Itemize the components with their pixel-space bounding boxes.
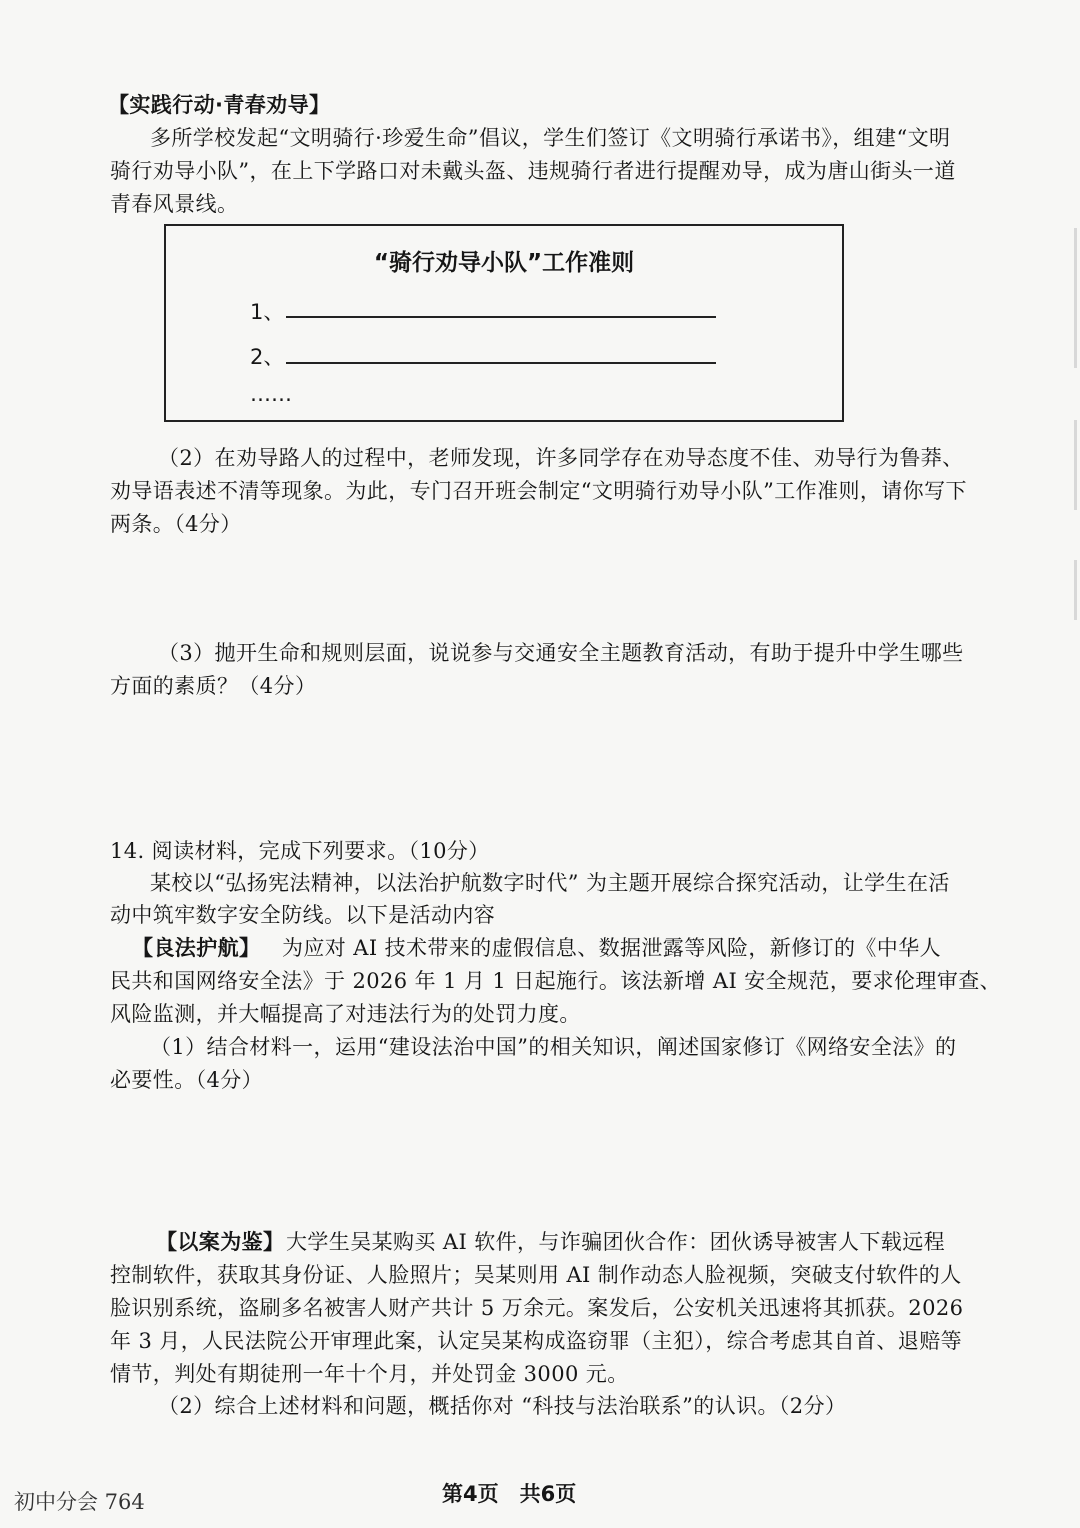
answer-line-1[interactable] — [286, 316, 716, 318]
subquestion-2: （2）综合上述材料和问题，概括你对 “科技与法治联系”的认识。（2分） — [158, 1394, 847, 1418]
answer-line-2[interactable] — [286, 362, 716, 364]
material-2-line: 大学生吴某购买 AI 软件，与诈骗团伙合作：团伙诱导被害人下载远程 — [286, 1230, 946, 1254]
material-2-line: 情节，判处有期徒刑一年十个月，并处罚金 3000 元。 — [110, 1362, 629, 1386]
scan-edge-mark — [1074, 420, 1077, 510]
watermark-text: 初中分会 764 — [14, 1490, 145, 1514]
material-2-label: 【以案为鉴】 — [156, 1230, 285, 1254]
material-1-line: 风险监测，并大幅提高了对违法行为的处罚力度。 — [110, 1002, 581, 1026]
rules-box — [164, 224, 844, 422]
material-2-line: 脸识别系统，盗刷多名被害人财产共计 5 万余元。案发后，公安机关迅速将其抓获。2026 — [110, 1296, 964, 1320]
question-14-title: 14. 阅读材料，完成下列要求。（10分） — [110, 839, 490, 863]
material-1-line: 为应对 AI 技术带来的虚假信息、数据泄露等风险，新修订的《中华人 — [282, 936, 942, 960]
material-1-label: 【良法护航】 — [132, 936, 261, 960]
scan-edge-mark — [1074, 560, 1077, 620]
rules-box-title: “骑行劝导小队”工作准则 — [373, 250, 635, 276]
question-3-line: 方面的素质？（4分） — [110, 674, 317, 698]
question-2-line: 劝导语表述不清等现象。为此，专门召开班会制定“文明骑行劝导小队”工作准则，请你写下 — [110, 479, 967, 503]
rule-number-2: 2、 — [250, 345, 285, 369]
rule-number-1: 1、 — [250, 300, 285, 324]
question-3-line: （3）抛开生命和规则层面，说说参与交通安全主题教育活动，有助于提升中学生哪些 — [158, 641, 964, 665]
question-2-line: 两条。（4分） — [110, 512, 242, 536]
subquestion-1-line: （1）结合材料一，运用“建设法治中国”的相关知识，阐述国家修订《网络安全法》的 — [150, 1035, 957, 1059]
page-number: 第4页 共6页 — [442, 1482, 577, 1506]
section-paragraph-line: 多所学校发起“文明骑行·珍爱生命”倡议，学生们签订《文明骑行承诺书》，组建“文明 — [150, 126, 951, 150]
question-14-intro: 动中筑牢数字安全防线。以下是活动内容 — [110, 903, 496, 927]
question-14-intro: 某校以“弘扬宪法精神，以法治护航数字时代” 为主题开展综合探究活动，让学生在活 — [150, 871, 950, 895]
material-2-line: 控制软件，获取其身份证、人脸照片；吴某则用 AI 制作动态人脸视频，突破支付软件的人 — [110, 1263, 962, 1287]
section-paragraph-line: 青春风景线。 — [110, 192, 239, 216]
section-heading: 【实践行动·青春劝导】 — [108, 93, 331, 117]
subquestion-1-line: 必要性。（4分） — [110, 1068, 264, 1092]
section-paragraph-line: 骑行劝导小队”，在上下学路口对未戴头盔、违规骑行者进行提醒劝导，成为唐山街头一道 — [110, 159, 956, 183]
rules-ellipsis: …… — [250, 382, 292, 406]
material-2-line: 年 3 月，人民法院公开审理此案，认定吴某构成盗窃罪（主犯），综合考虑其自首、退赔等 — [110, 1329, 963, 1353]
question-2-line: （2）在劝导路人的过程中，老师发现，许多同学存在劝导态度不佳、劝导行为鲁莽、 — [158, 446, 964, 470]
material-1-line: 民共和国网络安全法》于 2026 年 1 月 1 日起施行。该法新增 AI 安全规范，要求伦理审查、 — [110, 969, 1002, 993]
scan-edge-mark — [1074, 228, 1077, 368]
